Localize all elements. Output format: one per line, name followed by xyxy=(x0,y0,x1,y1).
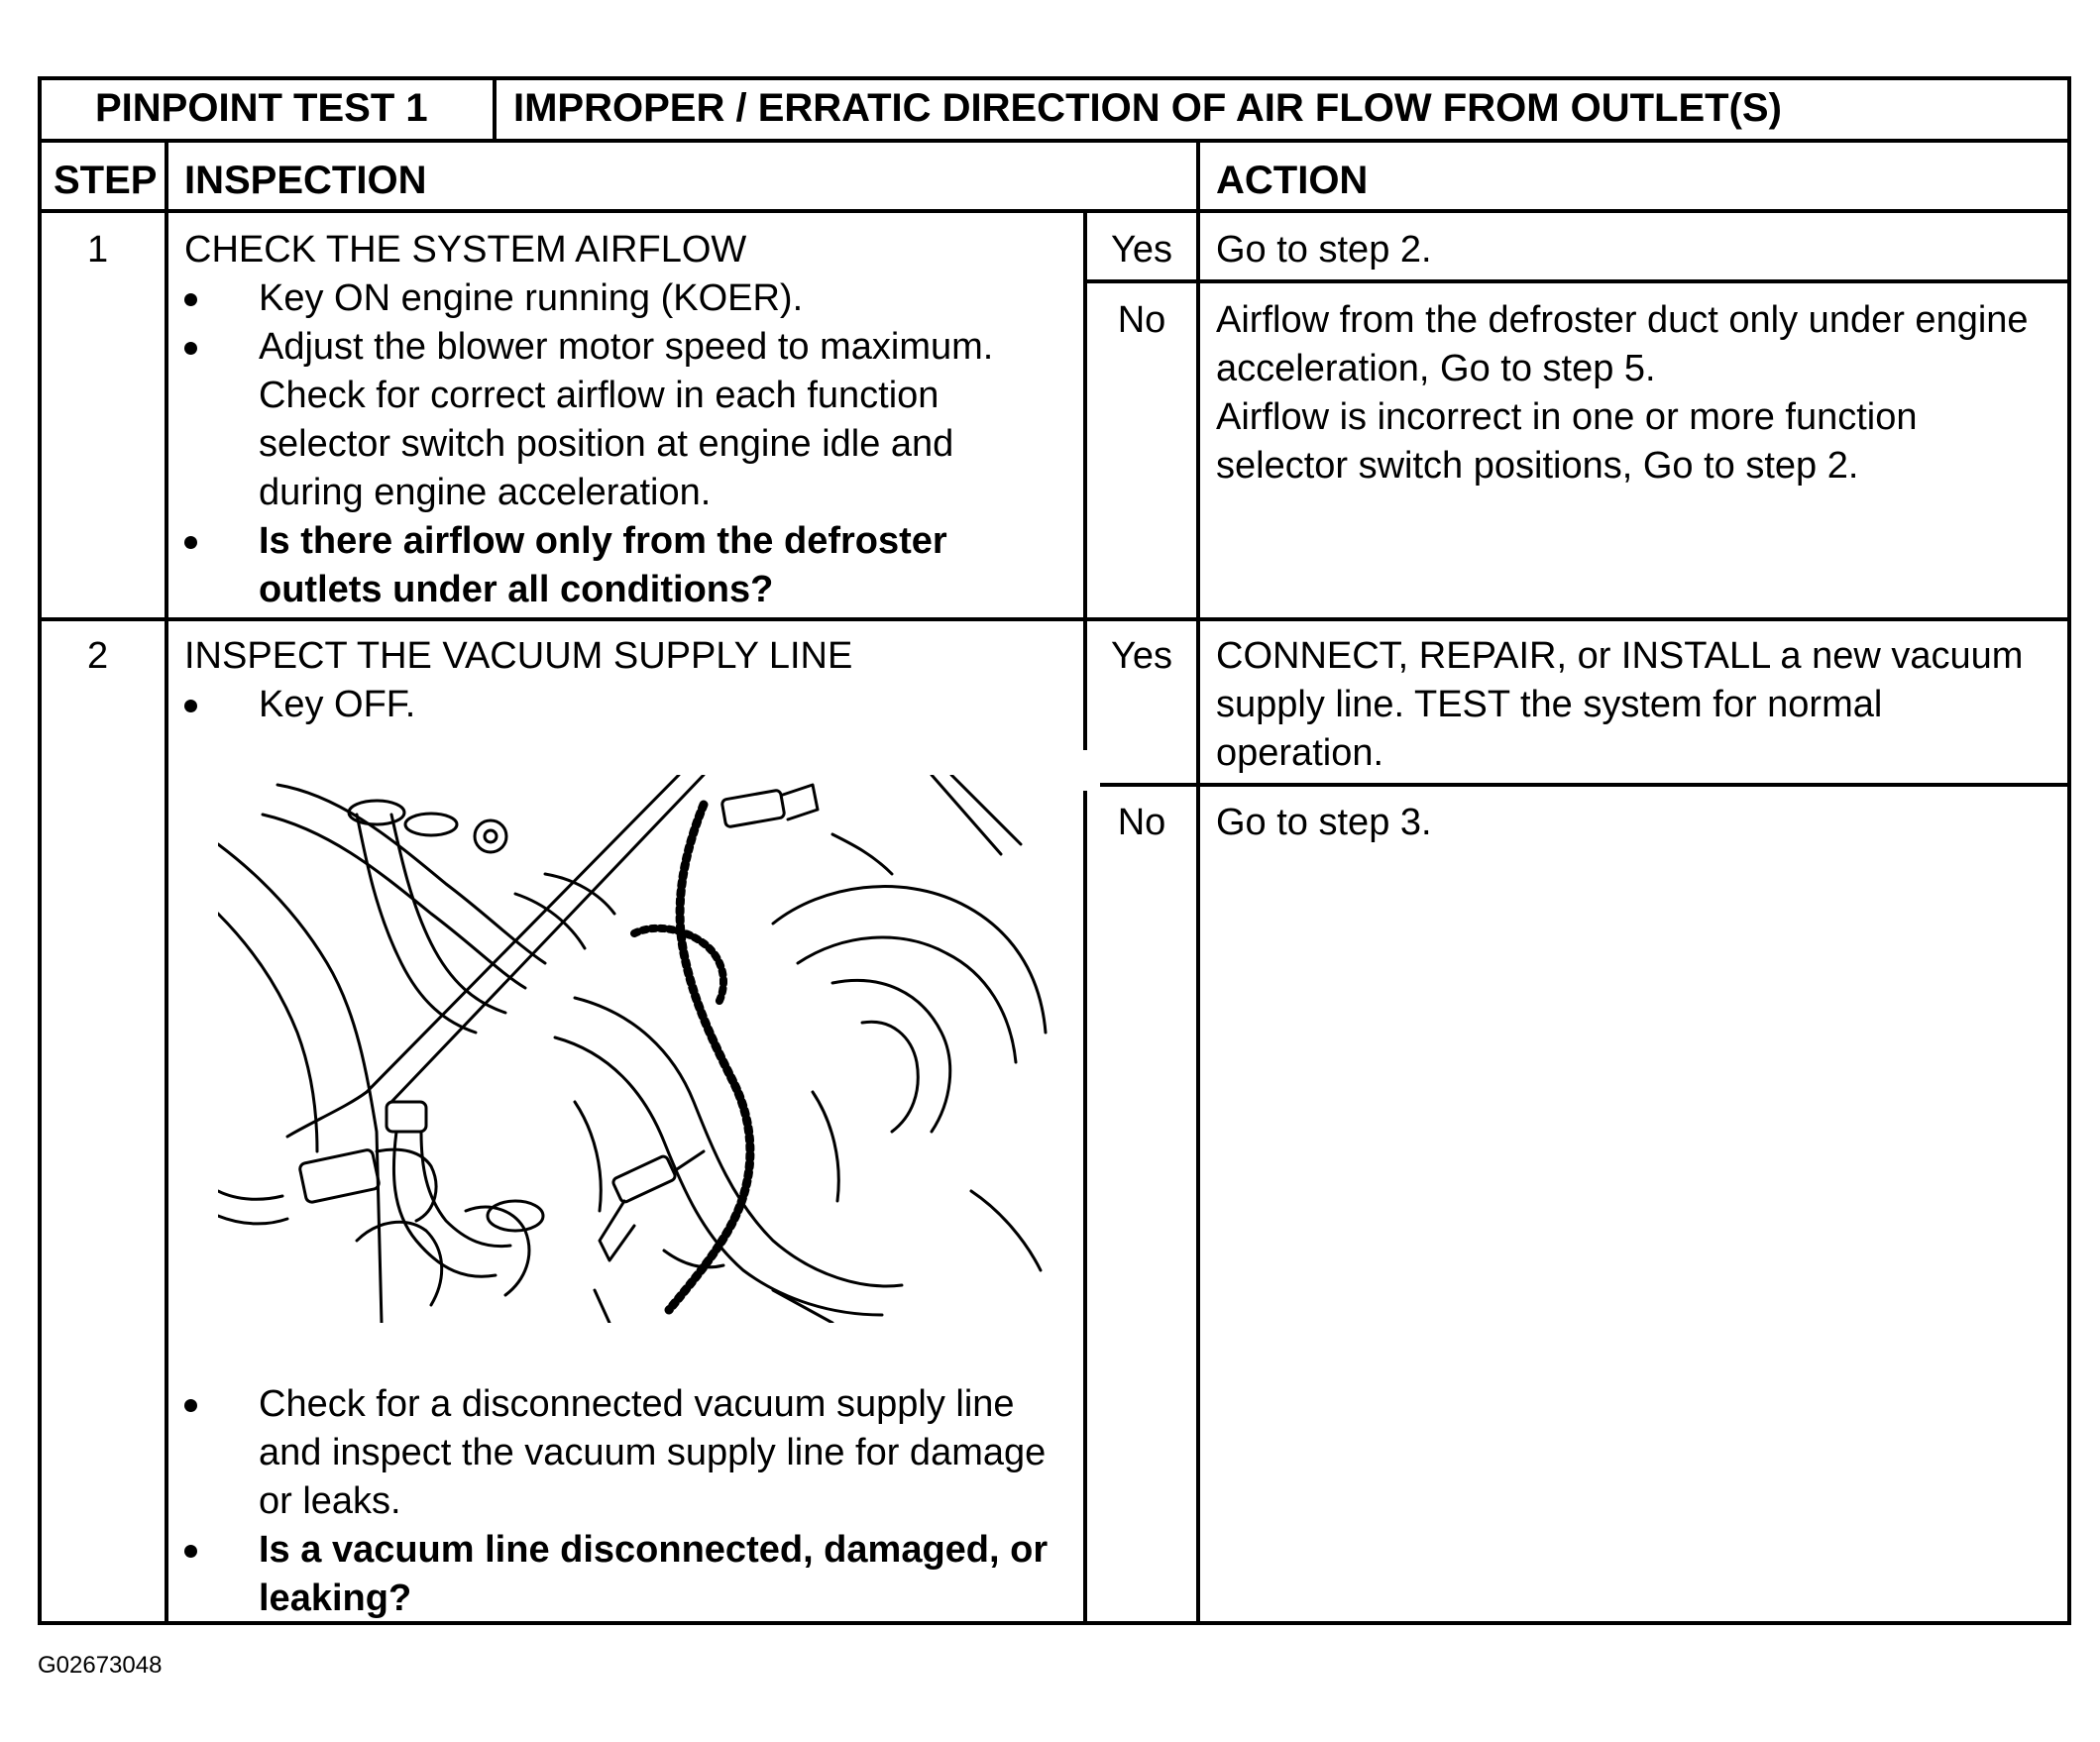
step1-yes-action: Go to step 2. xyxy=(1216,229,1432,271)
bullet-icon xyxy=(184,536,197,549)
step-number-1: 1 xyxy=(87,229,109,271)
step2-question: Is a vacuum line disconnected, damaged, or leaking? xyxy=(166,1526,1068,1623)
step2-yes-action: CONNECT, REPAIR, or INSTALL a new vacuum supply line. TEST the system for normal operation. xyxy=(1216,635,2024,774)
bullet-icon xyxy=(184,1399,197,1412)
list-item: Check for a disconnected vacuum supply line and inspect the vacuum supply line for damage or leaks. xyxy=(166,1380,1068,1526)
step-divider xyxy=(38,617,2071,621)
header-split xyxy=(493,76,497,142)
step1-yes-divider xyxy=(1086,279,2071,283)
step1-yes-label: Yes xyxy=(1111,229,1172,271)
list-item: Key ON engine running (KOER). xyxy=(166,274,1068,323)
step2-title: INSPECT THE VACUUM SUPPLY LINE xyxy=(184,635,853,677)
step-number-2: 2 xyxy=(87,635,109,677)
step2-yes-divider xyxy=(1100,783,2071,787)
column-header-divider xyxy=(38,209,2071,213)
test-label: PINPOINT TEST 1 xyxy=(95,86,428,130)
yes-no-column-border-2 xyxy=(1083,791,1087,1625)
step2-no-action: Go to step 3. xyxy=(1216,802,1432,843)
bullet-icon xyxy=(184,700,197,712)
step1-title: CHECK THE SYSTEM AIRFLOW xyxy=(184,229,747,271)
step1-question: Is there airflow only from the defroster outlets under all conditions? xyxy=(166,517,1068,614)
list-item: Adjust the blower motor speed to maximum. Check for correct airflow in each function selector switch position at engine idle and during engine acceleration. xyxy=(166,323,1068,517)
inspection-action-border xyxy=(1196,140,1200,1625)
step1-no-action-2: Airflow is incorrect in one or more function selector switch positions, Go to step 2. xyxy=(1216,396,1918,487)
column-header-step: STEP xyxy=(54,159,158,202)
graphic-id: G02673048 xyxy=(38,1652,163,1679)
step1-no-action-1: Airflow from the defroster duct only under engine acceleration, Go to step 5. xyxy=(1216,299,2029,389)
test-title: IMPROPER / ERRATIC DIRECTION OF AIR FLOW FROM OUTLET(S) xyxy=(513,86,1782,130)
engine-vacuum-line-illustration xyxy=(218,775,1053,1323)
step2-bullets-before xyxy=(166,681,1068,729)
header-divider xyxy=(38,139,2071,143)
step1-no-label: No xyxy=(1117,299,1166,341)
step2-yes-label: Yes xyxy=(1111,635,1172,677)
bullet-icon xyxy=(184,342,197,355)
bullet-icon xyxy=(184,1545,197,1558)
column-header-inspection: INSPECTION xyxy=(184,159,427,202)
step2-no-label: No xyxy=(1117,802,1166,843)
bullet-icon xyxy=(184,293,197,306)
step1-bullets xyxy=(166,274,1068,614)
step2-bullets-after xyxy=(166,1380,1068,1623)
list-item: Key OFF. xyxy=(166,681,1068,729)
column-header-action: ACTION xyxy=(1216,159,1369,202)
